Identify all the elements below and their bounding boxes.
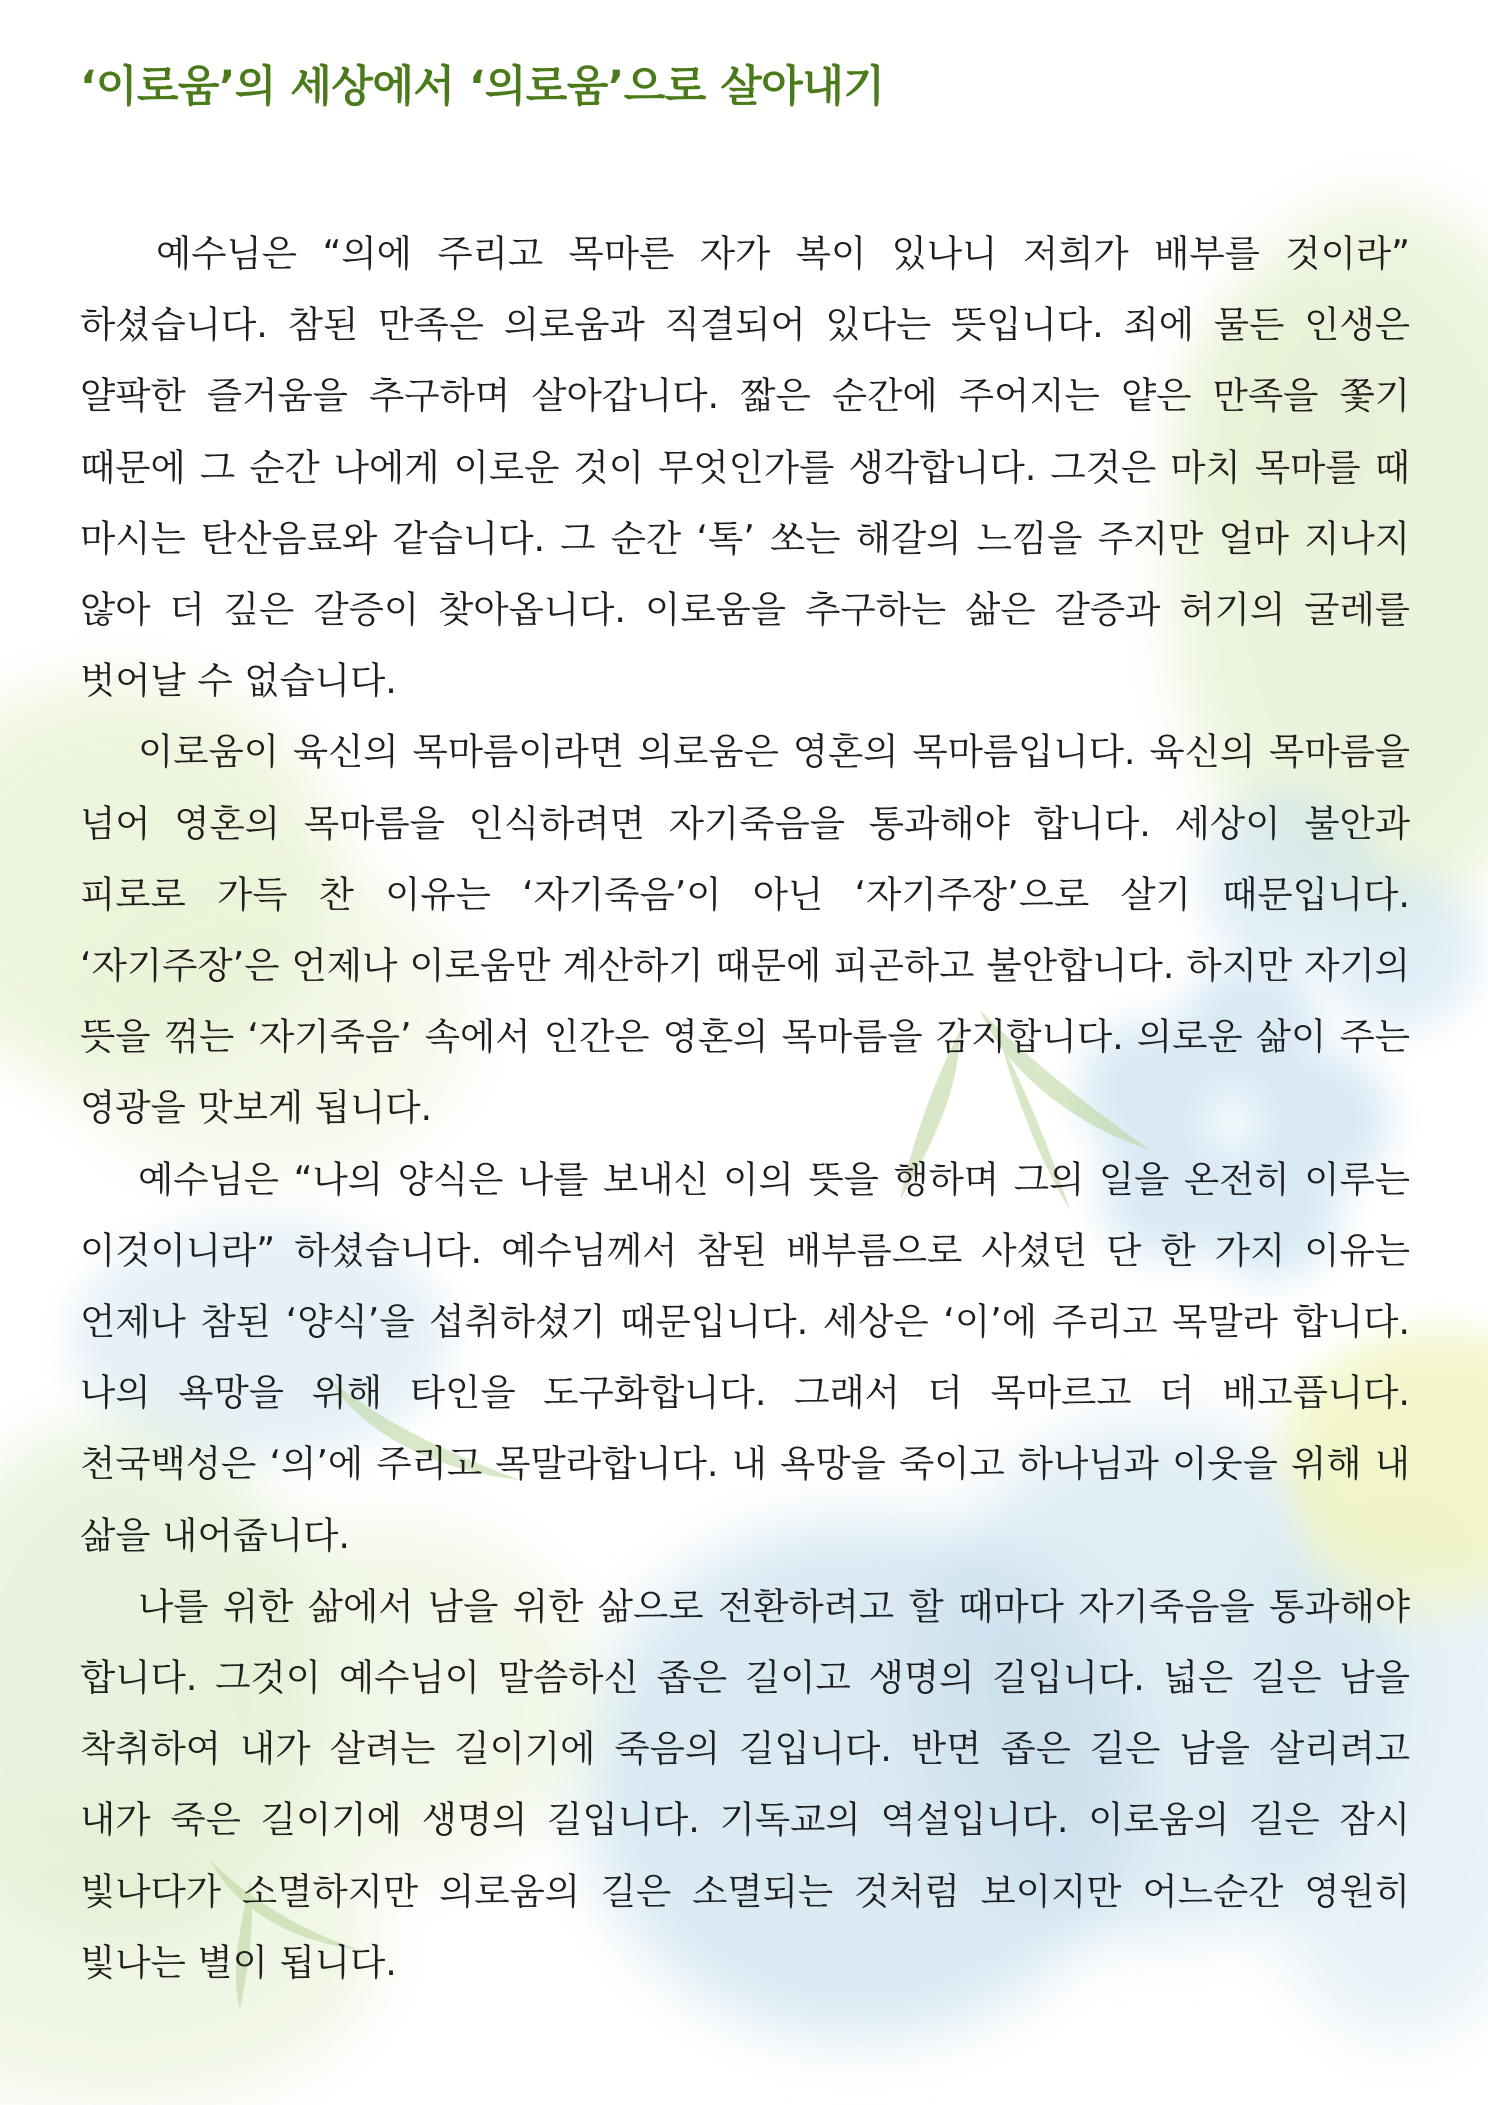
page-title: ‘이로움’의 세상에서 ‘의로움’으로 살아내기 <box>80 62 885 112</box>
paragraph-2: 이로움이 육신의 목마름이라면 의로움은 영혼의 목마름입니다. 육신의 목마름을 넘어 영혼의 목마름을 인식하려면 자기죽음을 통과해야 합니다. 세상이 불안과 피로로 가득 찬 이유는 ‘자기죽음’이 아닌 ‘자기주장’으로 살기 때문입니다. ‘자기주장’은 언제나 이로움만 계산하기 때문에 피곤하고 불안합니다. 하지만 자기의 뜻을 꺾는 ‘자기죽음’ 속에서 인간은 영혼의 목마름을 감지합니다. 의로운 삶이 주는 영광을 맛보게 됩니다. <box>80 730 1410 1130</box>
paragraph-4: 나를 위한 삶에서 남을 위한 삶으로 전환하려고 할 때마다 자기죽음을 통과해야 합니다. 그것이 예수님이 말씀하신 좁은 길이고 생명의 길입니다. 넓은 길은 남을 착취하여 내가 살려는 길이기에 죽음의 길입니다. 반면 좁은 길은 남을 살리려고 내가 죽은 길이기에 생명의 길입니다. 기독교의 역설입니다. 이로움의 길은 잠시 빛나다가 소멸하지만 의로움의 길은 소멸되는 것처럼 보이지만 어느순간 영원히 빛나는 별이 됩니다. <box>80 1584 1410 1984</box>
article-body <box>80 218 1410 1998</box>
paragraph-1: 예수님은 “의에 주리고 목마른 자가 복이 있나니 저희가 배부를 것이라” 하셨습니다. 참된 만족은 의로움과 직결되어 있다는 뜻입니다. 죄에 물든 인생은 얄팍한 즐거움을 추구하며 살아갑니다. 짧은 순간에 주어지는 얕은 만족을 쫓기 때문에 그 순간 나에게 이로운 것이 무엇인가를 생각합니다. 그것은 마치 목마를 때 마시는 탄산음료와 같습니다. 그 순간 ‘톡’ 쏘는 해갈의 느낌을 주지만 얼마 지나지 않아 더 깊은 갈증이 찾아옵니다. 이로움을 추구하는 삶은 갈증과 허기의 굴레를 벗어날 수 없습니다. <box>80 232 1410 703</box>
paragraph-3: 예수님은 “나의 양식은 나를 보내신 이의 뜻을 행하며 그의 일을 온전히 이루는 이것이니라” 하셨습니다. 예수님께서 참된 배부름으로 사셨던 단 한 가지 이유는 언제나 참된 ‘양식’을 섭취하셨기 때문입니다. 세상은 ‘이’에 주리고 목말라 합니다. 나의 욕망을 위해 타인을 도구화합니다. 그래서 더 목마르고 더 배고픕니다. 천국백성은 ‘의’에 주리고 목말라합니다. 내 욕망을 죽이고 하나님과 이웃을 위해 내 삶을 내어줍니다. <box>80 1157 1410 1557</box>
